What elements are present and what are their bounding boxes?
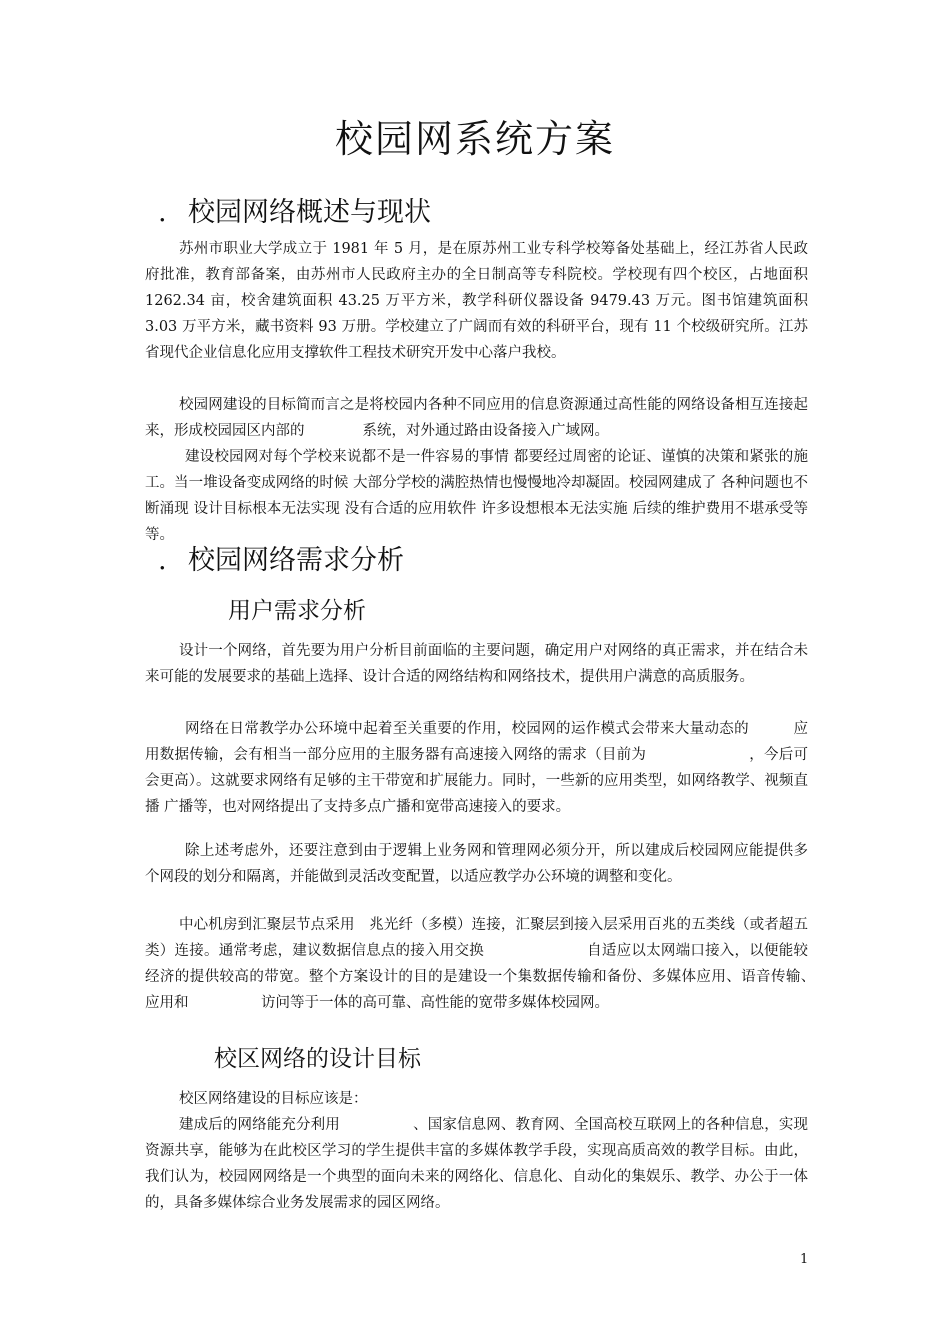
page-number: 1 <box>800 1252 809 1267</box>
paragraph: 建设校园网对每个学校来说都不是一件容易的事情 都要经过周密的论证、谨慎的决策和紧张的施工。当一堆设备变成网络的时候 大部分学校的满腔热情也慢慢地冷却凝固。校园网建成了 各种问题也不断涌现 设计目标根本无法实现 没有合适的应用软件 许多设想根本无法实施 后续的维护费用不堪承受等等。 <box>145 449 808 543</box>
paragraph: 网络在日常教学办公环境中起着至关重要的作用，校园网的运作模式会带来大量动态的 应用数据传输，会有相当一部分应用的主服务器有高速接入网络的需求（目前为 ，今后可会更高）。这就要求网络有足够的主干带宽和扩展能力。同时，一些新的应用类型，如网络教学、视频直播 广播等，也对网络提出了支持多点广播和宽带高速接入的要求。 <box>145 721 808 815</box>
section-heading-text: 校园网络需求分析 <box>188 545 404 576</box>
paragraph: 苏州市职业大学成立于 1981 年 5 月，是在原苏州工业专科学校筹备处基础上，经江苏省人民政府批准，教育部备案，由苏州市人民政府主办的全日制高等专科院校。学校现有四个校区，占地面积 1262.34 亩，校舍建筑面积 43.25 万平方米，教学科研仪器设备 9479.43 万元。图书馆建筑面积 3.03 万平方米，藏书资料 93 万册。学校建立了广阔而有效的科研平台，现有 11 个校级研究所。江苏省现代企业信息化应用支撑软件工程技术研究开发中心落户我校。 <box>145 241 808 361</box>
section-bullet: . <box>158 197 167 228</box>
paragraph: 校区网络建设的目标应该是： <box>179 1091 368 1107</box>
paragraph: 设计一个网络，首先要为用户分析目前面临的主要问题，确定用户对网络的真正需求，并在结合未来可能的发展要求的基础上选择、设计合适的网络结构和网络技术，提供用户满意的高质服务。 <box>145 643 808 685</box>
document-title: 校园网系统方案 <box>334 117 615 161</box>
section-bullet: . <box>158 545 167 576</box>
subsection-heading-user-needs: 用户需求分析 <box>228 598 366 624</box>
subsection-heading-design-goals: 校区网络的设计目标 <box>214 1046 421 1072</box>
section-heading-overview <box>148 190 431 229</box>
paragraph: 建成后的网络能充分利用 、国家信息网、教育网、全国高校互联网上的各种信息，实现资源共享，能够为在此校区学习的学生提供丰富的多媒体教学手段，实现高质高效的教学目标。由此，我们认为，校园网网络是一个典型的面向未来的网络化、信息化、自动化的集娱乐、教学、办公于一体的，具备多媒体综合业务发展需求的园区网络。 <box>145 1117 808 1211</box>
paragraph: 除上述考虑外，还要注意到由于逻辑上业务网和管理网必须分开，所以建成后校园网应能提供多个网段的划分和隔离，并能做到灵活改变配置，以适应教学办公环境的调整和变化。 <box>145 843 808 885</box>
section-heading-text: 校园网络概述与现状 <box>188 197 431 228</box>
section-heading-requirements <box>148 538 404 577</box>
paragraph: 校园网建设的目标简而言之是将校园内各种不同应用的信息资源通过高性能的网络设备相互连接起来，形成校园园区内部的 系统，对外通过路由设备接入广域网。 <box>145 397 808 439</box>
paragraph: 中心机房到汇聚层节点采用 兆光纤（多模）连接，汇聚层到接入层采用百兆的五类线（或者超五类）连接。通常考虑，建议数据信息点的接入用交换 自适应以太网端口接入，以便能较经济的提供较高的带宽。整个方案设计的目的是建设一个集数据传输和备份、多媒体应用、语音传输、 应用和 访问等于一体的高可靠、高性能的宽带多媒体校园网。 <box>145 917 823 1011</box>
